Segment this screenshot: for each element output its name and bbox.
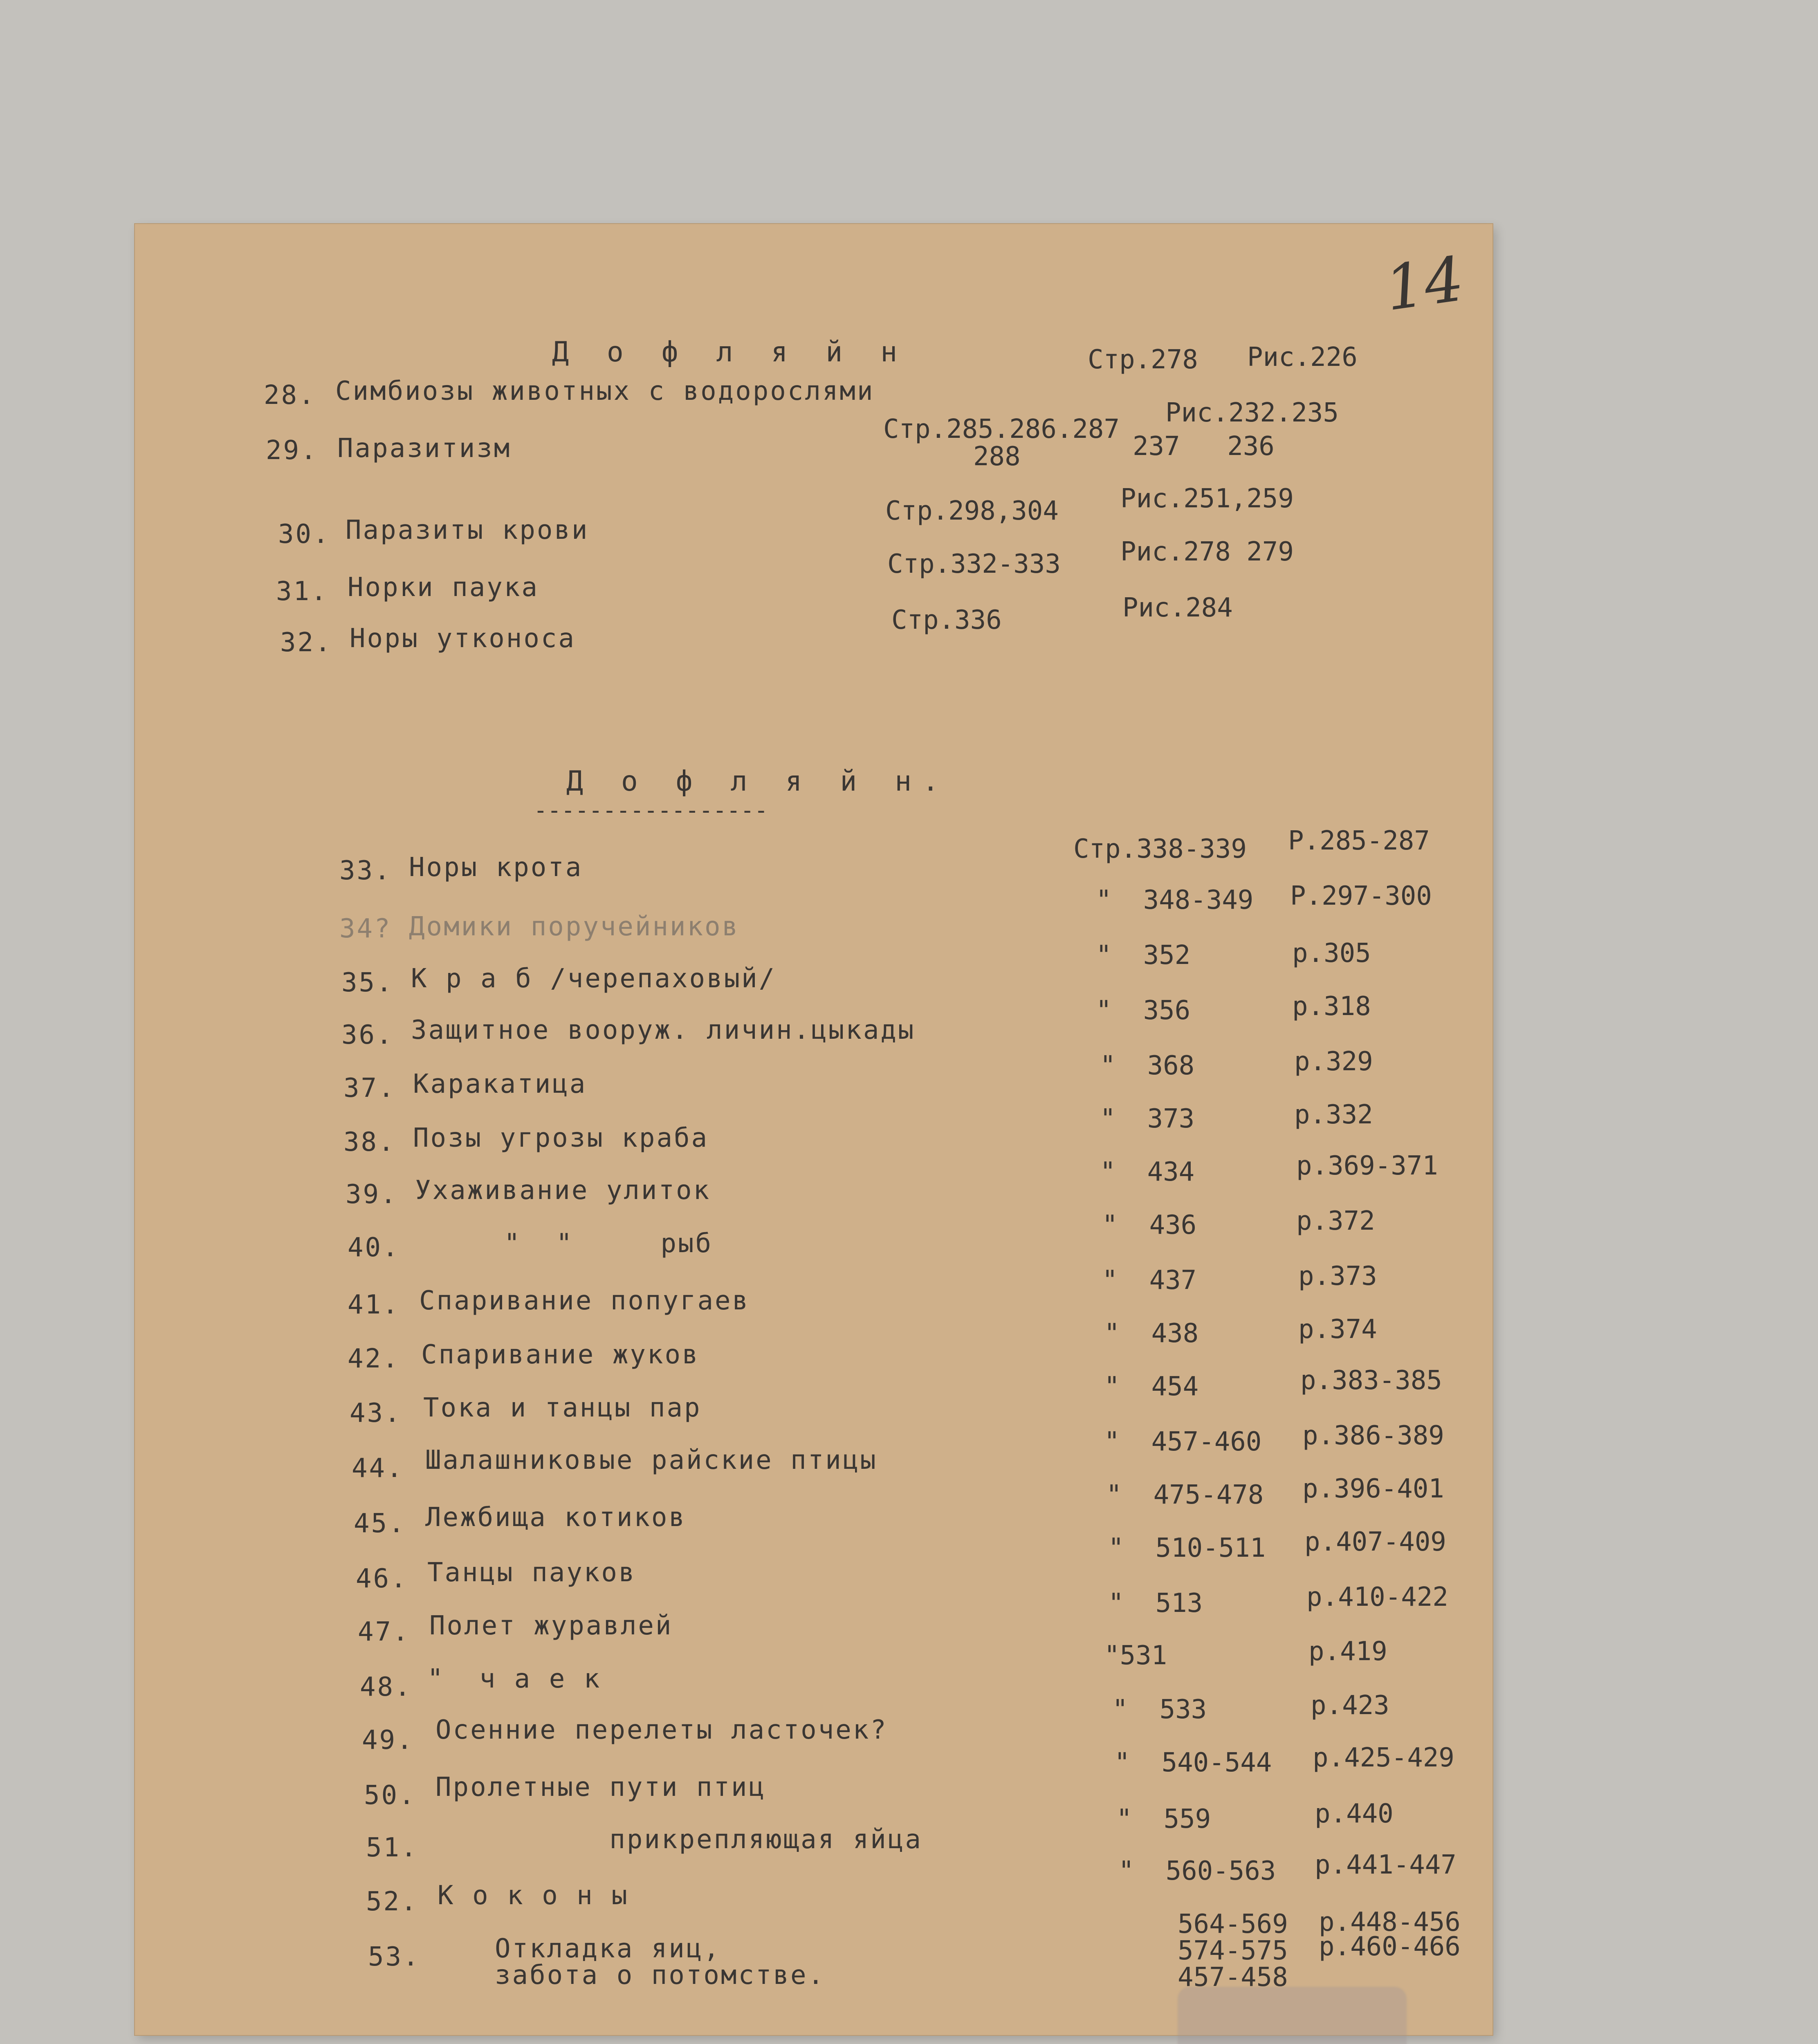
entry-figure: р.329 <box>1294 1047 1373 1077</box>
entry-title: " ч а е к <box>427 1664 602 1694</box>
entry-page: " 457-460 <box>1104 1427 1262 1457</box>
entry-title: Танцы пауков <box>427 1558 636 1588</box>
entry-figure: Рис.251,259 <box>1120 484 1294 514</box>
entry-number: 47. <box>358 1617 410 1647</box>
entry-figure: Рис.284 <box>1122 593 1233 623</box>
entry-figure: Рис.232.235 <box>1165 398 1339 428</box>
entry-title: К р а б /черепаховый/ <box>411 964 777 994</box>
entry-title: Пролетные пути птиц <box>435 1772 766 1802</box>
entry-title: Шалашниковые райские птицы <box>425 1445 878 1475</box>
entry-page: Стр.285.286.287 <box>883 414 1120 444</box>
entry-number: 39. <box>346 1179 398 1210</box>
entry-title: Спаривание попугаев <box>419 1286 750 1316</box>
entry-page: Стр.336 <box>891 605 1002 635</box>
entry-title: Позы угрозы краба <box>413 1123 709 1153</box>
entry-title: Ухаживание улиток <box>415 1175 711 1206</box>
entry-number: 49. <box>362 1725 414 1755</box>
entry-title: Норы утконоса <box>350 623 576 654</box>
entry-figure: р.374 <box>1298 1314 1377 1345</box>
entry-title: Полет журавлей <box>429 1611 673 1641</box>
entry-number: 33. <box>339 856 392 886</box>
entry-number: 46. <box>356 1564 408 1594</box>
entry-page-continued: 457-458 <box>1178 1962 1288 1992</box>
entry-figure: р.396-401 <box>1302 1474 1444 1504</box>
entry-number: 45. <box>354 1508 406 1539</box>
entry-number: 29. <box>266 435 318 466</box>
entry-page: " 533 <box>1112 1694 1207 1725</box>
entry-number: 53. <box>368 1942 420 1972</box>
entry-title: Спаривание жуков <box>421 1340 700 1370</box>
entry-number: 30. <box>278 519 330 549</box>
entry-title: Норки паука <box>348 572 539 603</box>
entry-title: Симбиозы животных с водорослями <box>335 376 875 406</box>
entry-figure: р.372 <box>1296 1206 1375 1236</box>
entry-number: 48. <box>360 1672 412 1702</box>
entry-figure: р.441-447 <box>1315 1850 1457 1880</box>
entry-page: " 559 <box>1116 1804 1211 1834</box>
entry-page: " 475-478 <box>1106 1480 1264 1510</box>
entry-page: " 560-563 <box>1118 1856 1276 1886</box>
entry-page: Стр.338-339 <box>1073 834 1247 864</box>
entry-figure: р.386-389 <box>1302 1421 1444 1451</box>
folio-number: 14 <box>1380 243 1468 325</box>
entry-title: Откладка яиц, <box>495 1934 721 1964</box>
entry-number: 51. <box>366 1833 418 1863</box>
entry-number: 40. <box>348 1233 400 1263</box>
entry-figure: Р.285-287 <box>1288 826 1430 856</box>
entry-title: прикрепляющая яйца <box>435 1824 922 1855</box>
section2-heading: Д о ф л я й н. <box>566 765 950 798</box>
entry-figure: Р.297-300 <box>1290 881 1432 911</box>
entry-title: Норы крота <box>409 852 583 883</box>
entry-title: " " рыб <box>417 1228 713 1259</box>
entry-figure: р.407-409 <box>1304 1527 1446 1557</box>
entry-page-continued: 288 <box>973 442 1021 472</box>
entry-page: " 373 <box>1100 1104 1195 1134</box>
entry-number: 44. <box>352 1453 404 1484</box>
entry-number: 35. <box>341 968 394 998</box>
entry-page: " 510-511 <box>1108 1533 1266 1563</box>
entry-number: 31. <box>276 576 328 607</box>
entry-title: Осенние перелеты ласточек? <box>435 1715 888 1745</box>
entry-figure: р.419 <box>1309 1636 1387 1667</box>
entry-title: К о к о н ы <box>438 1880 629 1911</box>
entry-page: " 356 <box>1096 995 1191 1026</box>
entry-figure: р.332 <box>1294 1100 1373 1130</box>
entry-figure: р.318 <box>1292 991 1371 1022</box>
entry-figure: р.448-456 <box>1319 1907 1461 1937</box>
entry-page: " 436 <box>1102 1210 1197 1240</box>
entry-page: " 434 <box>1100 1157 1195 1187</box>
entry-page: Стр.298,304 <box>885 496 1059 526</box>
heading-underline: ----------------- <box>534 797 768 824</box>
entry-page: " 437 <box>1102 1265 1197 1295</box>
entry-title: Паразитизм <box>337 433 512 464</box>
entry-page: " 540-544 <box>1114 1748 1272 1778</box>
entry-page: " 348-349 <box>1096 885 1254 915</box>
entry-number: 37. <box>343 1073 396 1103</box>
entry-title: Каракатица <box>413 1069 587 1099</box>
entry-title: Тока и танцы пар <box>423 1393 702 1423</box>
entry-number: 34? <box>339 914 392 944</box>
entry-figure: р.410-422 <box>1306 1582 1448 1612</box>
entry-number: 36. <box>341 1020 394 1050</box>
entry-figure: р.383-385 <box>1300 1365 1442 1396</box>
entry-figure: р.373 <box>1298 1261 1377 1291</box>
entry-number: 52. <box>366 1887 418 1917</box>
entry-page: Стр.278 <box>1088 345 1198 375</box>
entry-number: 38. <box>343 1127 396 1157</box>
entry-figure: р.440 <box>1315 1799 1394 1829</box>
entry-title: Домики поручейников <box>409 912 740 942</box>
entry-page: " 368 <box>1100 1051 1195 1081</box>
entry-number: 42. <box>348 1344 400 1374</box>
entry-number: 28. <box>264 380 316 410</box>
entry-page-continued: 574-575 <box>1178 1936 1288 1966</box>
entry-figure: р.369-371 <box>1296 1151 1438 1181</box>
entry-number: 50. <box>364 1780 416 1811</box>
entry-title: Паразиты крови <box>346 515 589 545</box>
entry-page: 564-569 <box>1178 1909 1288 1939</box>
section1-heading: Д о ф л я й н <box>552 336 908 368</box>
entry-title: Лежбища котиков <box>425 1502 686 1533</box>
entry-figure: Рис.278 279 <box>1120 537 1294 567</box>
entry-page: Стр.332-333 <box>887 549 1061 579</box>
entry-page: "531 <box>1104 1641 1167 1671</box>
entry-title-continued: забота о потомстве. <box>495 1960 826 1990</box>
entry-figure: р.425-429 <box>1313 1743 1454 1773</box>
entry-page: " 513 <box>1108 1588 1203 1618</box>
entry-title: Защитное вооруж. личин.цыкады <box>411 1015 916 1045</box>
entry-figure-continued: р.460-466 <box>1319 1932 1461 1962</box>
entry-figure: Рис.226 <box>1247 342 1358 372</box>
entry-page: " 352 <box>1096 940 1191 970</box>
entry-figure: р.423 <box>1311 1690 1389 1721</box>
entry-figure: р.305 <box>1292 938 1371 968</box>
archive-stamp <box>1178 1987 1407 2044</box>
entry-number: 43. <box>350 1398 402 1428</box>
entry-number: 32. <box>280 628 332 658</box>
entry-number: 41. <box>348 1290 400 1320</box>
entry-page: " 454 <box>1104 1372 1199 1402</box>
entry-figure-continued: 237 236 <box>1133 431 1275 462</box>
entry-page: " 438 <box>1104 1318 1199 1349</box>
